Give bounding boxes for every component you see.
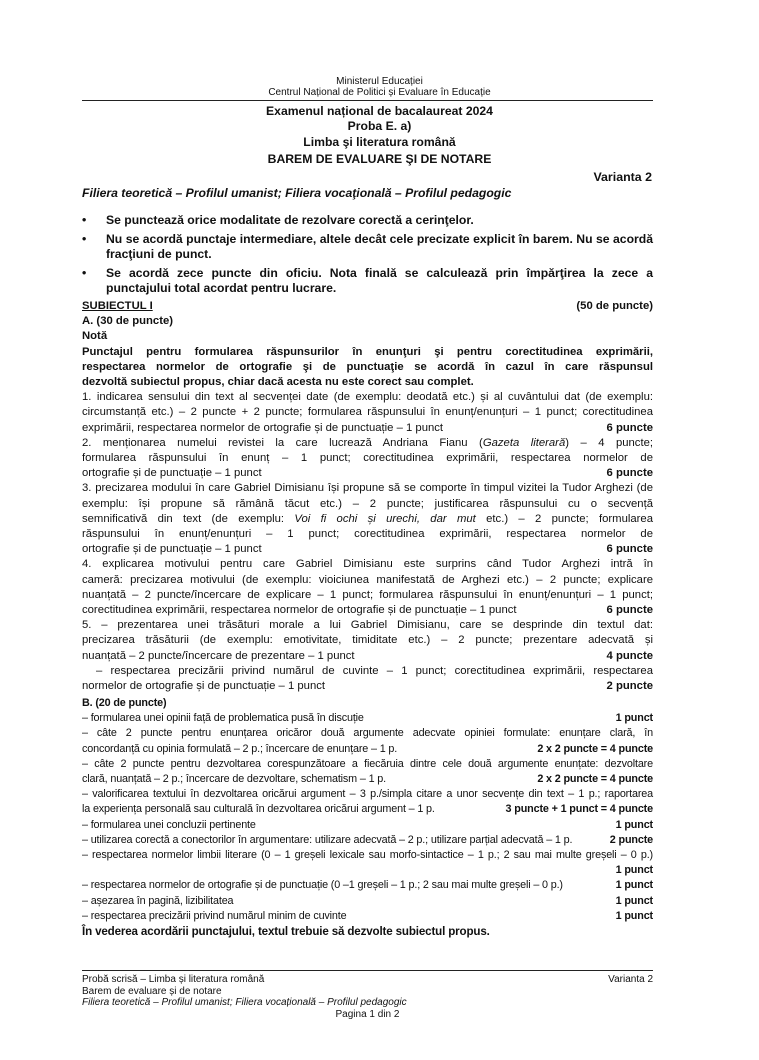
proba-title: Proba E. a) xyxy=(347,119,412,133)
item-5-points-2: 2 puncte xyxy=(606,680,653,693)
exam-title: Examenul național de bacalaureat 2024 xyxy=(266,104,493,118)
item-5-text: – respectarea precizării privind numărul de cuvinte – 1 punct; corectitudinea exprimării, respectarea xyxy=(96,664,653,677)
item-5-points: 4 puncte xyxy=(606,649,653,662)
item-2-text-part: ) – 4 puncte; xyxy=(565,436,654,449)
subject-title: Limba şi literatura română xyxy=(303,135,456,149)
nota-label: Notă xyxy=(82,330,108,343)
item-2-last-line xyxy=(82,466,653,481)
criterion-text: la experiența personală sau culturală în dezvoltarea oricărui argument – 1 p. xyxy=(82,803,435,816)
criterion-points: 1 punct xyxy=(615,818,653,831)
item-5-text: precizarea trăsăturii (de exemplu: emotivitate, timiditate etc.) – 2 puncte; prezentare adecvată și xyxy=(82,634,653,647)
item-3-text: ortografie și de punctuație – 1 punct xyxy=(82,543,262,556)
part-b-title: B. (20 de puncte) xyxy=(82,697,167,709)
item-4-text: nuanțată – 2 puncte/încercare de explicare – 1 punct; formularea răspunsului în enunț/enunțuri – 1 punct; xyxy=(82,588,653,601)
item-3-text: răspunsului în enunț/enunțuri – 1 punct; corectitudinea exprimării, respectarea normelor de xyxy=(82,528,653,541)
magazine-name: Gazeta literară xyxy=(482,436,566,449)
item-2-points: 6 puncte xyxy=(606,467,653,480)
criterion-row xyxy=(82,772,653,787)
footer-line-1: Probă scrisă – Limba și literatura română xyxy=(82,974,265,985)
footer-divider xyxy=(82,970,653,971)
item-2-text xyxy=(82,436,653,451)
item-1-text: exprimării, respectarea normelor de ortografie și de punctuație – 1 punct xyxy=(82,421,444,434)
criterion-points: 1 punct xyxy=(615,864,653,877)
footer-line-3: Filiera teoretică – Profilul umanist; Filiera vocațională – Profilul pedagogic xyxy=(82,997,407,1008)
rule-item: • Se punctează orice modalitate de rezolvare corectă a cerinţelor. xyxy=(82,213,653,229)
item-3-points: 6 puncte xyxy=(606,543,653,556)
criterion-text: – formularea unei opinii față de problematica pusă în discuție xyxy=(82,712,364,725)
criterion-text: concordanță cu opinia formulată – 2 p.; încercare de enunțare – 1 p. xyxy=(82,742,398,755)
nota-text: respectarea normelor de ortografie şi de punctuaţie se acordă în cazul în care răspunsul xyxy=(82,360,653,373)
criterion-points: 1 punct xyxy=(615,894,653,907)
criterion-text: – formularea unei concluzii pertinente xyxy=(82,818,256,831)
criterion-points: 1 punct xyxy=(615,909,653,922)
item-5-line xyxy=(82,649,653,664)
header-divider xyxy=(82,100,653,101)
item-1-text: circumstanță etc.) – 2 puncte + 2 puncte; formularea răspunsului în enunț/enunțuri – 1 punct; corectitudinea xyxy=(82,406,653,419)
general-rules-list xyxy=(82,213,653,300)
variant-label: Varianta 2 xyxy=(593,170,652,184)
criterion-text: – câte 2 puncte pentru dezvoltarea corespunzătoare a fiecăruia dintre cele două argumente enunțate: dezvoltare xyxy=(82,757,653,770)
criterion-text: – valorificarea textului în dezvoltarea oricărui argument – 3 p./simpla citare a unor secvențe din text – 1 p.; raportarea xyxy=(82,788,653,801)
item-5-last-line xyxy=(82,679,653,694)
item-4-text: corectitudinea exprimării, respectarea normelor de ortografie și de punctuație – 1 punct xyxy=(82,604,517,617)
subiect-1-section xyxy=(82,299,653,694)
criterion-row xyxy=(82,909,653,924)
item-3-last-line xyxy=(82,542,653,557)
item-4-text: 4. explicarea motivului pentru care Gabriel Dimisianu este surprins când Tudor Arghezi intră în xyxy=(82,558,653,571)
item-5-text: normelor de ortografie și de punctuație – 1 punct xyxy=(82,680,326,693)
criterion-text: – utilizarea corectă a conectorilor în argumentare: utilizare adecvată – 2 p.; utilizare parțial adecvată – 1 p. xyxy=(82,833,573,846)
criterion-points: 2 puncte xyxy=(609,833,653,846)
final-note: În vederea acordării punctajului, textul trebuie să dezvolte subiectul propus. xyxy=(82,925,490,939)
footer-line-2: Barem de evaluare și de notare xyxy=(82,985,222,997)
criterion-row xyxy=(82,802,653,817)
criterion-row xyxy=(82,863,653,878)
item-1-points: 6 puncte xyxy=(606,421,653,434)
item-3-text: exemplu: își propune să rămână tăcut etc.) – 2 puncte; justificarea răspunsului cu o secvență xyxy=(82,497,653,510)
criterion-points: 1 punct xyxy=(615,712,653,725)
criterion-row xyxy=(82,894,653,909)
subiect-1-points: (50 de puncte) xyxy=(576,300,653,312)
criterion-text: – așezarea în pagină, lizibilitatea xyxy=(82,894,234,907)
nota-text: Punctajul pentru formularea răspunsurilor în enunţuri şi pentru corectitudinea exprimării, xyxy=(82,345,653,358)
nota-text: dezvoltă subiectul propus, chiar dacă acesta nu este corect sau complet. xyxy=(82,376,474,389)
subiect-1-title: SUBIECTUL I xyxy=(82,300,153,312)
part-b-section xyxy=(82,696,653,939)
rule-item: • Nu se acordă punctaje intermediare, altele decât cele precizate explicit în barem. Nu se acordă fracţiuni de punct. xyxy=(82,232,653,263)
criterion-text: – respectarea precizării privind numărul minim de cuvinte xyxy=(82,909,347,922)
center-name: Centrul Național de Politici și Evaluare în Educație xyxy=(268,87,491,98)
criterion-points: 2 x 2 puncte = 4 puncte xyxy=(537,773,653,786)
page-number: Pagina 1 din 2 xyxy=(335,1008,400,1020)
footer-row xyxy=(82,974,653,986)
quoted-sequence: Voi fi ochi și urechi, dar mut xyxy=(294,512,476,525)
item-2-text: ortografie și de punctuație – 1 punct xyxy=(82,467,262,480)
criterion-text: – câte 2 puncte pentru enunțarea oricăror două argumente adecvate opiniei formulate: enunțare clară, în xyxy=(82,727,653,740)
part-a-title: A. (30 de puncte) xyxy=(82,315,174,328)
criterion-text: clară, nuanțată – 2 p.; încercare de dezvoltare, schematism – 1 p. xyxy=(82,773,386,786)
item-1-last-line xyxy=(82,421,653,436)
barem-title: BAREM DE EVALUARE ŞI DE NOTARE xyxy=(267,152,492,166)
criterion-row xyxy=(82,833,653,848)
subiect-1-header xyxy=(82,299,653,314)
item-2-text: formularea răspunsului în enunț – 1 punct; corectitudinea exprimării, respectarea normelor de xyxy=(82,452,653,465)
filiera-line: Filiera teoretică – Profilul umanist; Filiera vocaţională – Profilul pedagogic xyxy=(82,186,512,200)
item-3-text-part: semnificativă din text (de exemplu: xyxy=(82,512,295,525)
item-4-last-line xyxy=(82,603,653,618)
item-3-text: 3. precizarea modului în care Gabriel Dimisianu își propune să se comporte în timpul vizitei la Tudor Arghezi (de xyxy=(82,482,653,495)
criterion-text: – respectarea normelor de ortografie și de punctuație (0 –1 greșeli – 1 p.; 2 sau mai multe greșeli – 0 p.) xyxy=(82,879,563,892)
item-3-text xyxy=(82,512,653,527)
item-5-text: 5. – prezentarea unei trăsături morale a lui Gabriel Dimisianu, care se desprinde din textul dat: xyxy=(82,619,653,632)
criterion-points: 3 puncte + 1 punct = 4 puncte xyxy=(505,803,653,816)
item-4-points: 6 puncte xyxy=(606,604,653,617)
criterion-row xyxy=(82,878,653,893)
item-3-text-part: etc.) – 2 puncte; formularea xyxy=(475,512,653,525)
item-1-text: 1. indicarea sensului din text al secvenței date (de exemplu: deodată etc.) și al cuvântului dat (de exemplu: xyxy=(82,391,653,404)
ministry-name: Ministerul Educației xyxy=(336,76,423,87)
criterion-row xyxy=(82,742,653,757)
footer-variant: Varianta 2 xyxy=(608,974,653,985)
rule-item: • Se acordă zece puncte din oficiu. Nota finală se calculează prin împărţirea la zece a punctajului total acordat pentru lucrare. xyxy=(82,266,653,297)
item-5-text: nuanțată – 2 puncte/încercare de prezentare – 1 punct xyxy=(82,649,355,662)
criterion-points: 2 x 2 puncte = 4 puncte xyxy=(537,742,653,755)
item-4-text: cameră: precizarea motivului (de exemplu: vioiciunea manifestată de Arghezi etc.) – 2 puncte; explicare xyxy=(82,573,653,586)
criterion-row xyxy=(82,818,653,833)
criterion-text: – respectarea normelor limbii literare (0 – 1 greșeli lexicale sau morfo-sintactice – 1 p.; 2 sau mai multe greșeli – 0 p.) xyxy=(82,849,653,862)
criterion-row xyxy=(82,711,653,726)
criterion-points: 1 punct xyxy=(615,879,653,892)
page-footer xyxy=(82,974,653,1020)
item-2-text-part: 2. menționarea numelui revistei la care lucrează Andriana Fianu ( xyxy=(82,436,483,449)
